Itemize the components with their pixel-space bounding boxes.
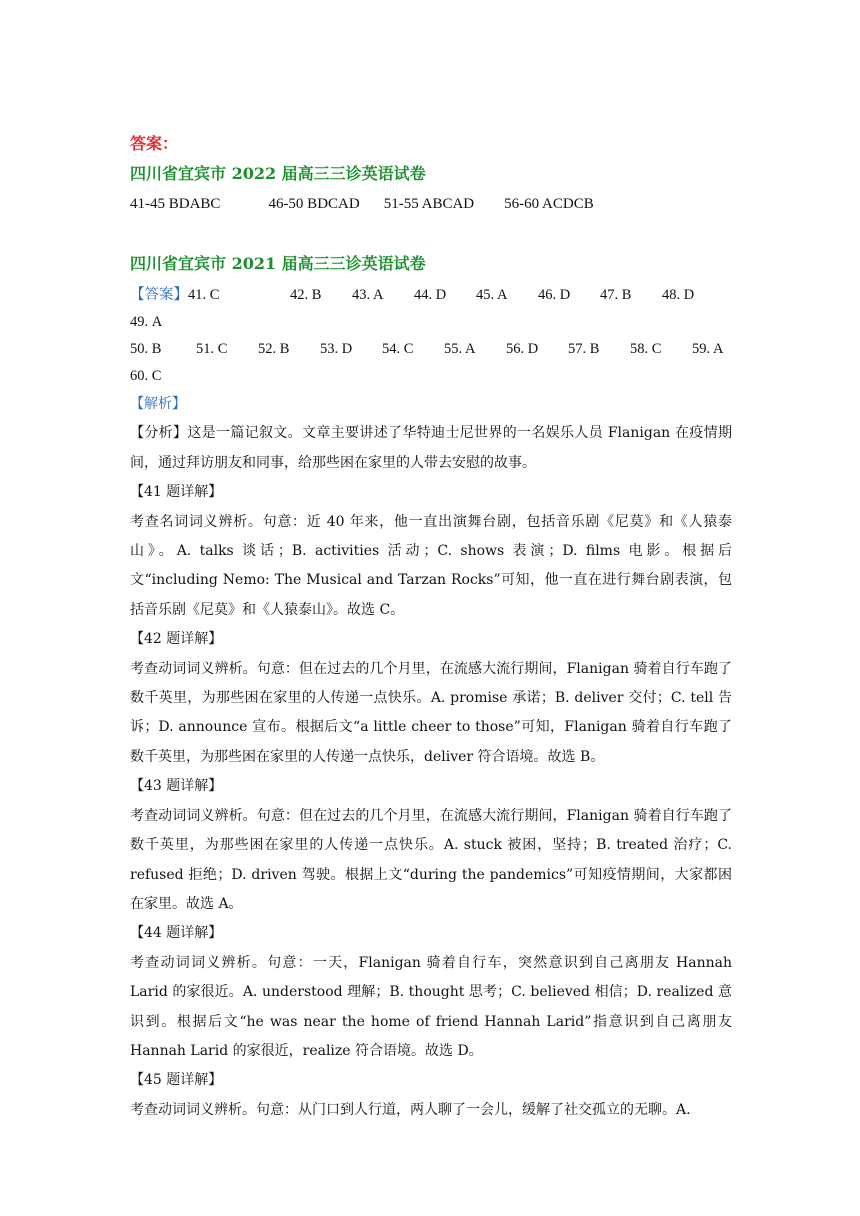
answer-item: 60. C (130, 368, 162, 384)
answer-item: 51. C (196, 341, 228, 357)
question-heading: 【42 题详解】 (130, 631, 223, 648)
answer-line (130, 363, 732, 390)
answer-item: 54. C (382, 341, 414, 357)
answer-item: 56. D (506, 341, 539, 357)
answer-line (130, 282, 732, 336)
exam-2022-title: 四川省宜宾市 2022 届高三三诊英语试卷 (130, 164, 426, 183)
answer-line (130, 336, 732, 363)
answer-item: 42. B (290, 287, 322, 303)
question-explanation: 考查名词词义辨析。句意：近 40 年来，他一直出演舞台剧，包括音乐剧《尼莫》和《人猿泰山》。A. talks 谈话；B. activities 活动；C. shows 表演；D. films 电影。根据后文“including Nemo: The Musical and Tarzan Rocks”可知，他一直在进行舞台剧表演，包括音乐剧《尼莫》和《人猿泰山》。故选 C。 (130, 513, 732, 618)
question-explanation: 考查动词词义辨析。句意：从门口到人行道，两人聊了一会儿，缓解了社交孤立的无聊。A. (130, 1101, 691, 1118)
exam-2021-title: 四川省宜宾市 2021 届高三三诊英语试卷 (130, 254, 426, 273)
answer-item: 47. B (600, 287, 632, 303)
answer-item: 50. B (130, 341, 162, 357)
exam-2022-answer-row (130, 192, 732, 216)
answer-item: 52. B (258, 341, 290, 357)
answer-item: 48. D (662, 287, 695, 303)
question-explanation: 考查动词词义辨析。句意：但在过去的几个月里，在流感大流行期间，Flanigan 骑着自行车跑了数千英里，为那些困在家里的人传递一点快乐。A. promise 承诺；B. deliver 交付；C. tell 告诉；D. announce 宣布。根据后文“a little cheer to those”可知，Flanigan 骑着自行车跑了数千英里，为那些困在家里的人传递一点快乐，deliver 符合语境。故选 B。 (130, 660, 732, 765)
answer-item: 45. A (476, 287, 508, 303)
question-heading: 【41 题详解】 (130, 484, 223, 501)
answer-group: 41-45 BDABC (130, 196, 221, 212)
question-explanation: 考查动词词义辨析。句意：一天，Flanigan 骑着自行车，突然意识到自己离朋友 Hannah Larid 的家很近。A. understood 理解；B. thought 思考；C. believed 相信；D. realized 意识到。根据后文“he was near the home of friend Hannah Larid”指意识到自己离朋友 Hannah Larid 的家很近，realize 符合语境。故选 D。 (130, 954, 732, 1059)
answer-item: 53. D (320, 341, 353, 357)
question-heading: 【44 题详解】 (130, 925, 223, 942)
exam-2021-answer-block (130, 282, 732, 390)
answer-item: 46. D (538, 287, 571, 303)
question-heading: 【43 题详解】 (130, 778, 223, 795)
question-heading: 【45 题详解】 (130, 1072, 223, 1089)
answer-item: 49. A (130, 314, 163, 330)
answer-tag: 【答案】 (130, 287, 188, 303)
analysis-tag: 【解析】 (130, 396, 186, 412)
answer-group: 51-55 ABCAD (383, 196, 475, 212)
answer-item: 58. C (630, 341, 662, 357)
answer-item: 43. A (352, 287, 384, 303)
answer-item: 44. D (414, 287, 447, 303)
answer-item: 57. B (568, 341, 600, 357)
answer-label: 答案： (130, 134, 179, 153)
answer-item: 59. A (692, 341, 724, 357)
question-explanation: 考查动词词义辨析。句意：但在过去的几个月里，在流感大流行期间，Flanigan 骑着自行车跑了数千英里，为那些困在家里的人传递一点快乐。A. stuck 被困，坚持；B. treated 治疗；C. refused 拒绝；D. driven 驾驶。根据上文“during the pandemics”可知疫情期间，大家都困在家里。故选 A。 (130, 807, 732, 912)
answer-item: 55. A (444, 341, 476, 357)
document-content (130, 132, 732, 1125)
answer-group: 46-50 BDCAD (268, 196, 360, 212)
analysis-overview: 【分析】这是一篇记叙文。文章主要讲述了华特迪士尼世界的一名娱乐人员 Flanigan 在疫情期间，通过拜访朋友和同事，给那些困在家里的人带去安慰的故事。 (130, 425, 732, 471)
answer-item: 41. C (188, 287, 220, 303)
answer-group: 56-60 ACDCB (504, 196, 594, 212)
